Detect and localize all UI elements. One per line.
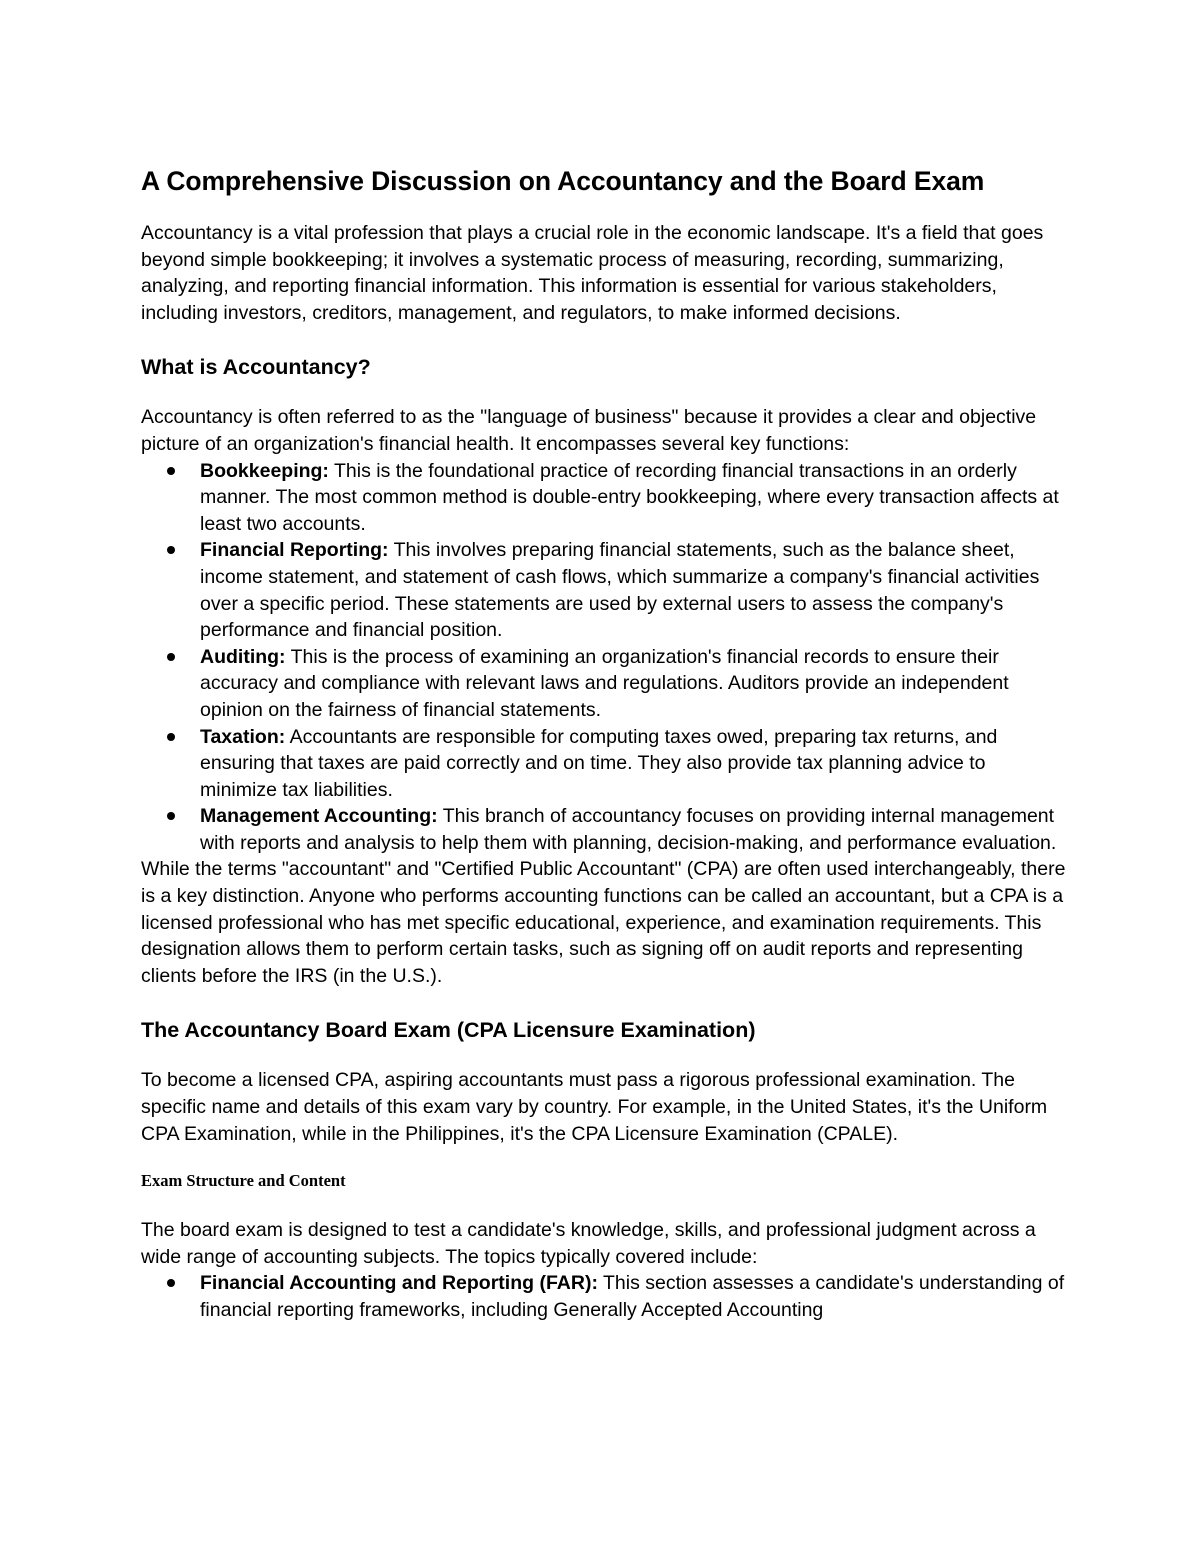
subsection-heading-exam-structure: Exam Structure and Content	[141, 1171, 346, 1191]
list-item-auditing	[141, 644, 1066, 724]
section1-lead-paragraph: Accountancy is often referred to as the "language of business" because it provides a clear and objective picture of an organization's financial health. It encompasses several key functions:	[141, 406, 1037, 455]
list-item-text: This involves preparing financial statements, such as the balance sheet, income statement, and statement of cash flows, which summarize a company's financial activities over a specific period. These statements are used by external users to assess the company's performance and financial position.	[200, 539, 1040, 642]
list-item-text: This branch of accountancy focuses on providing internal management with reports and analysis to help them with planning, decision-making, and performance evaluation.	[200, 805, 1057, 854]
list-item-term: Management Accounting:	[200, 805, 438, 828]
list-item-text: This is the process of examining an organization's financial records to ensure their accuracy and compliance with relevant laws and regulations. Auditors provide an independent opinion on the fairness of financial statements.	[200, 645, 1009, 721]
document-page	[141, 162, 1066, 1324]
document-title: A Comprehensive Discussion on Accountancy and the Board Exam	[141, 166, 985, 196]
list-item-term: Auditing:	[200, 645, 286, 668]
section-heading-what-is-accountancy: What is Accountancy?	[141, 355, 371, 380]
list-item-taxation	[141, 724, 1066, 804]
list-item-term: Taxation:	[200, 725, 286, 748]
intro-paragraph: Accountancy is a vital profession that plays a crucial role in the economic landscape. It's a field that goes beyond simple bookkeeping; it involves a systematic process of measuring, recording, summarizing, analyzing, and reporting financial information. This information is essential for various stakeholders, including investors, creditors, management, and regulators, to make informed decisions.	[141, 222, 1044, 324]
list-item-term: Financial Accounting and Reporting (FAR):	[200, 1272, 598, 1295]
bullet-icon	[167, 1279, 175, 1287]
list-item-term: Bookkeeping:	[200, 459, 329, 482]
section2-lead-paragraph: To become a licensed CPA, aspiring accountants must pass a rigorous professional examination. The specific name and details of this exam vary by country. For example, in the United States, it's the Uniform CPA Examination, while in the Philippines, it's the CPA Licensure Examination (CPALE).	[141, 1069, 1048, 1145]
bullet-icon	[167, 546, 175, 554]
list-item-management-accounting	[141, 803, 1066, 856]
list-item-text: Accountants are responsible for computing taxes owed, preparing tax returns, and ensuring that taxes are paid correctly and on time. They also provide tax planning advice to minimize tax liabilities.	[200, 725, 998, 801]
section-heading-board-exam: The Accountancy Board Exam (CPA Licensure Examination)	[141, 1018, 756, 1043]
bullet-icon	[167, 653, 175, 661]
bullet-icon	[167, 812, 175, 820]
list-item-text: This section assesses a candidate's understanding of financial reporting frameworks, including Generally Accepted Accounting	[200, 1272, 1065, 1321]
exam-topics-list	[141, 1270, 1066, 1323]
list-item-financial-reporting	[141, 537, 1066, 643]
list-item-bookkeeping	[141, 458, 1066, 538]
subsection-lead-paragraph: The board exam is designed to test a candidate's knowledge, skills, and professional judgment across a wide range of accounting subjects. The topics typically covered include:	[141, 1219, 1036, 1268]
list-item-text: This is the foundational practice of recording financial transactions in an orderly manner. The most common method is double-entry bookkeeping, where every transaction affects at least two accounts.	[200, 459, 1059, 535]
key-functions-list	[141, 458, 1066, 857]
section1-closing-paragraph: While the terms "accountant" and "Certified Public Accountant" (CPA) are often used interchangeably, there is a key distinction. Anyone who performs accounting functions can be called an accountant, but a CPA is a licensed professional who has met specific educational, experience, and examination requirements. This designation allows them to perform certain tasks, such as signing off on audit reports and representing clients before the IRS (in the U.S.).	[141, 858, 1066, 987]
list-item-term: Financial Reporting:	[200, 539, 389, 562]
list-item-far	[141, 1270, 1066, 1323]
bullet-icon	[167, 467, 175, 475]
bullet-icon	[167, 733, 175, 741]
